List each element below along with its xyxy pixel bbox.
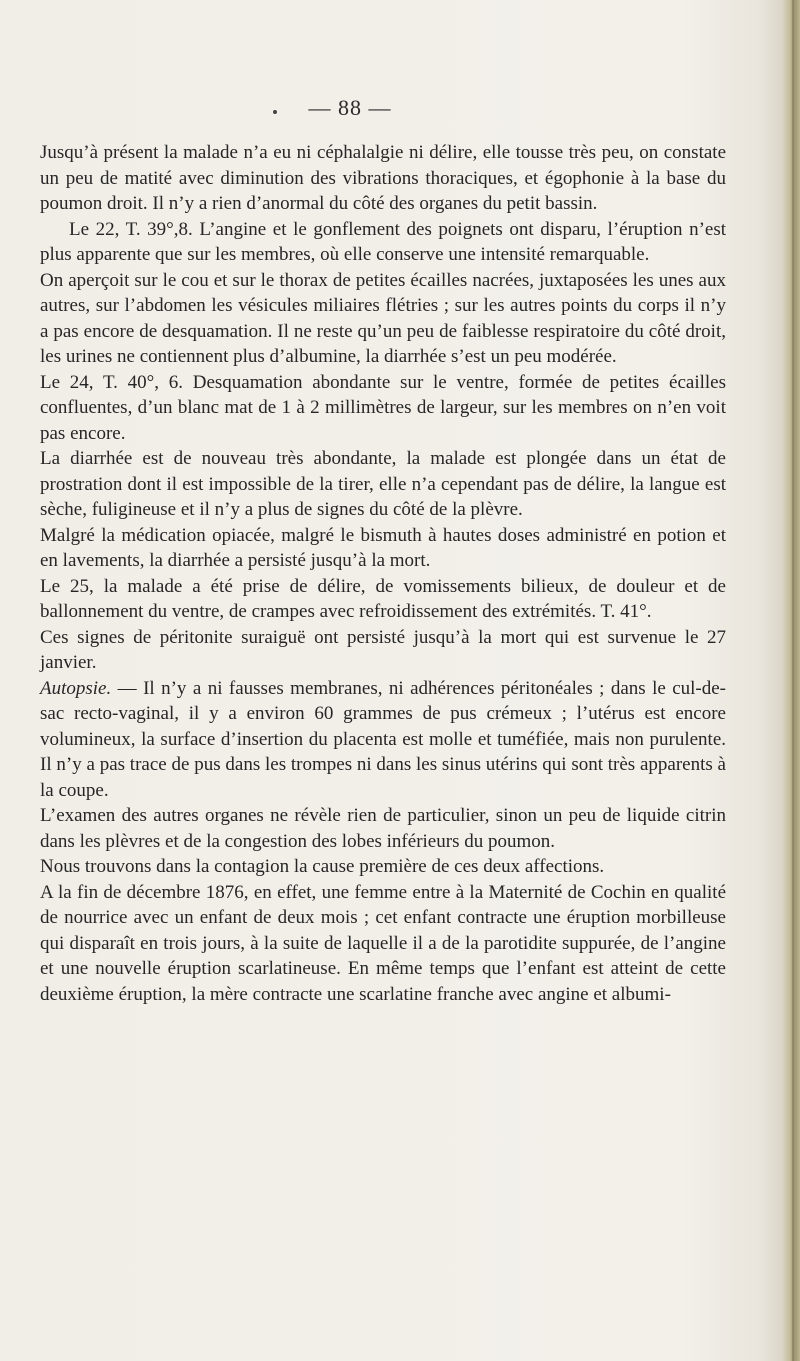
page-number: — 88 — <box>308 95 392 120</box>
page-edge-shadow <box>782 0 800 1361</box>
paragraph-4: Le 24, T. 40°, 6. Desquamation abondante sur le ventre, formée de petites écailles confluentes, d’un blanc mat de 1 à 2 millimètres de largeur, sur les membres on n’en voit pas encore. <box>40 371 726 444</box>
paragraph-5: La diarrhée est de nouveau très abondante, la malade est plongée dans un état de prostration dont il est impossible de la tirer, elle n’a cependant pas de délire, la langue est sèche, fuligineuse et il n’y a plus de signes du côté de la plèvre. <box>40 448 726 520</box>
paragraph-1: Jusqu’à présent la malade n’a eu ni céphalalgie ni délire, elle tousse très peu, on constate un peu de matité avec diminution des vibrations thoraciques, et égophonie à la base du poumon droit. Il n’y a rien d’anormal du côté des organes du petit bassin. <box>40 142 726 214</box>
paragraph-8: Ces signes de péritonite suraiguë ont persisté jusqu’à la mort qui est survenue le 27 janvier. <box>40 626 726 673</box>
paragraph-6: Malgré la médication opiacée, malgré le bismuth à hautes doses administré en potion et en lavements, la diarrhée a persisté jusqu’à la mort. <box>40 524 726 571</box>
paragraph-2: Le 22, T. 39°,8. L’angine et le gonflement des poignets ont disparu, l’éruption n’est plus apparente que sur les membres, où elle conserve une intensité remarquable. <box>40 218 726 265</box>
paragraph-3: On aperçoit sur le cou et sur le thorax de petites écailles nacrées, juxtaposées les unes aux autres, sur l’abdomen les vésicules miliaires flétries ; sur les autres points du corps il n’y a pas encore de desquamation. Il ne reste qu’un peu de faiblesse respiratoire du côté droit, les urines ne contiennent plus d’albumine, la diarrhée s’est un peu modérée. <box>40 269 726 367</box>
autopsie-text: — Il n’y a ni fausses membranes, ni adhérences péritonéales ; dans le cul-de-sac recto-vaginal, il y a environ 60 grammes de pus crémeux ; l’utérus est encore volumineux, la surface d’insertion du placenta est molle et tuméfiée, mais non purulente. Il n’y a pas trace de pus dans les trompes ni dans les sinus utérins qui sont très apparents à la coupe. <box>40 677 726 801</box>
paragraph-12: A la fin de décembre 1876, en effet, une femme entre à la Maternité de Cochin en qualité de nourrice avec un enfant de deux mois ; cet enfant contracte une éruption morbilleuse qui disparaît en trois jours, à la suite de laquelle il a de la parotidite suppurée, de l’angine et une nouvelle éruption scarlatineuse. En même temps que l’enfant est atteint de cette deuxième éruption, la mère contracte une scarlatine franche avec angine et albumi- <box>40 881 726 1005</box>
paragraph-10: L’examen des autres organes ne révèle rien de particulier, sinon un peu de liquide citrin dans les plèvres et de la congestion des lobes inférieurs du poumon. <box>40 805 726 852</box>
paragraph-11: Nous trouvons dans la contagion la cause première de ces deux affections. <box>40 856 605 877</box>
autopsie-lead: Autopsie. <box>40 677 112 699</box>
paragraph-autopsie <box>40 676 726 804</box>
paragraph-7: Le 25, la malade a été prise de délire, de vomissements bilieux, de douleur et de ballonnement du ventre, de crampes avec refroidissement des extrémités. T. 41°. <box>40 575 726 622</box>
page-edge-line <box>792 0 794 1361</box>
body-text <box>40 140 726 1007</box>
